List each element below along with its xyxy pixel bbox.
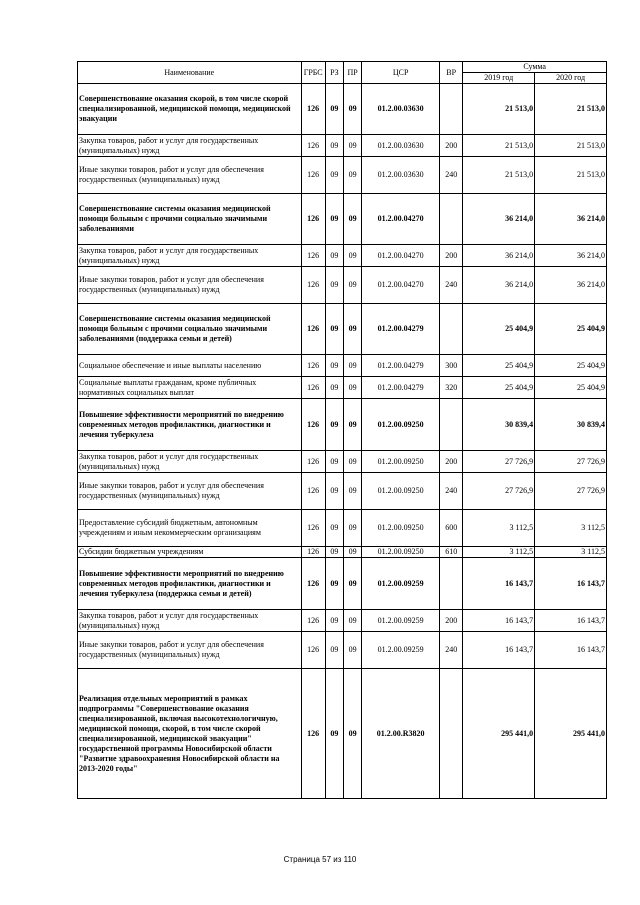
row-sum-2020: 25 404,9 bbox=[535, 377, 607, 399]
header-2020: 2020 год bbox=[535, 73, 607, 84]
row-name: Закупка товаров, работ и услуг для государственных (муниципальных) нужд bbox=[78, 245, 302, 267]
row-name: Социальное обеспечение и иные выплаты населению bbox=[78, 355, 302, 377]
row-sum-2019: 30 839,4 bbox=[463, 399, 535, 451]
row-rz: 09 bbox=[325, 157, 343, 194]
row-grbs: 126 bbox=[301, 473, 325, 510]
row-grbs: 126 bbox=[301, 610, 325, 632]
row-sum-2020: 3 112,5 bbox=[535, 510, 607, 547]
row-sum-2020: 30 839,4 bbox=[535, 399, 607, 451]
row-pr: 09 bbox=[344, 547, 362, 558]
row-name: Предоставление субсидий бюджетным, автономным учреждениям и иным некоммерческим организациям bbox=[78, 510, 302, 547]
row-sum-2020: 16 143,7 bbox=[535, 558, 607, 610]
row-vr: 240 bbox=[440, 157, 463, 194]
header-name: Наименование bbox=[78, 62, 302, 84]
row-csr: 01.2.00.03630 bbox=[362, 135, 440, 157]
row-pr: 09 bbox=[344, 355, 362, 377]
table-row bbox=[78, 547, 607, 558]
row-csr: 01.2.00.04270 bbox=[362, 194, 440, 245]
row-pr: 09 bbox=[344, 399, 362, 451]
row-rz: 09 bbox=[325, 135, 343, 157]
row-grbs: 126 bbox=[301, 355, 325, 377]
row-sum-2020: 36 214,0 bbox=[535, 267, 607, 304]
row-vr: 610 bbox=[440, 547, 463, 558]
row-pr: 09 bbox=[344, 245, 362, 267]
row-pr: 09 bbox=[344, 267, 362, 304]
row-sum-2019: 21 513,0 bbox=[463, 157, 535, 194]
row-sum-2020: 36 214,0 bbox=[535, 194, 607, 245]
row-sum-2019: 16 143,7 bbox=[463, 558, 535, 610]
row-vr: 300 bbox=[440, 355, 463, 377]
row-grbs: 126 bbox=[301, 135, 325, 157]
row-sum-2019: 36 214,0 bbox=[463, 267, 535, 304]
row-sum-2020: 36 214,0 bbox=[535, 245, 607, 267]
table-row bbox=[78, 632, 607, 669]
row-vr: 200 bbox=[440, 610, 463, 632]
table-row bbox=[78, 84, 607, 135]
row-csr: 01.2.00.04270 bbox=[362, 267, 440, 304]
table-row bbox=[78, 194, 607, 245]
row-sum-2019: 16 143,7 bbox=[463, 610, 535, 632]
row-grbs: 126 bbox=[301, 245, 325, 267]
header-pr: ПР bbox=[344, 62, 362, 84]
header-csr: ЦСР bbox=[362, 62, 440, 84]
header-2019: 2019 год bbox=[463, 73, 535, 84]
row-grbs: 126 bbox=[301, 632, 325, 669]
row-name: Закупка товаров, работ и услуг для государственных (муниципальных) нужд bbox=[78, 135, 302, 157]
row-name: Совершенствование системы оказания медицинской помощи больным с прочими социально значимыми заболеваниями (поддержка семьи и детей) bbox=[78, 304, 302, 355]
row-sum-2019: 25 404,9 bbox=[463, 377, 535, 399]
row-sum-2019: 21 513,0 bbox=[463, 84, 535, 135]
row-rz: 09 bbox=[325, 355, 343, 377]
row-vr: 600 bbox=[440, 510, 463, 547]
row-pr: 09 bbox=[344, 377, 362, 399]
table-header bbox=[78, 62, 607, 84]
row-csr: 01.2.00.04270 bbox=[362, 245, 440, 267]
row-grbs: 126 bbox=[301, 669, 325, 799]
row-rz: 09 bbox=[325, 377, 343, 399]
table-row bbox=[78, 473, 607, 510]
row-pr: 09 bbox=[344, 669, 362, 799]
row-vr bbox=[440, 399, 463, 451]
row-name: Социальные выплаты гражданам, кроме публичных нормативных социальных выплат bbox=[78, 377, 302, 399]
table-row bbox=[78, 399, 607, 451]
row-sum-2019: 36 214,0 bbox=[463, 245, 535, 267]
table-row bbox=[78, 610, 607, 632]
table-row bbox=[78, 669, 607, 799]
header-grbs: ГРБС bbox=[301, 62, 325, 84]
row-rz: 09 bbox=[325, 558, 343, 610]
row-name: Повышение эффективности мероприятий по внедрению современных методов профилактики, диагностики и лечения туберкулеза bbox=[78, 399, 302, 451]
row-csr: 01.2.00.09250 bbox=[362, 451, 440, 473]
row-sum-2020: 27 726,9 bbox=[535, 451, 607, 473]
row-sum-2019: 3 112,5 bbox=[463, 547, 535, 558]
row-name: Повышение эффективности мероприятий по внедрению современных методов профилактики, диагностики и лечения туберкулеза (поддержка семьи и детей) bbox=[78, 558, 302, 610]
row-sum-2020: 3 112,5 bbox=[535, 547, 607, 558]
row-sum-2019: 27 726,9 bbox=[463, 473, 535, 510]
row-vr: 240 bbox=[440, 267, 463, 304]
row-csr: 01.2.00.03630 bbox=[362, 84, 440, 135]
row-vr: 200 bbox=[440, 135, 463, 157]
row-grbs: 126 bbox=[301, 304, 325, 355]
table-row bbox=[78, 245, 607, 267]
row-grbs: 126 bbox=[301, 84, 325, 135]
row-sum-2020: 295 441,0 bbox=[535, 669, 607, 799]
row-pr: 09 bbox=[344, 84, 362, 135]
row-sum-2020: 21 513,0 bbox=[535, 157, 607, 194]
row-pr: 09 bbox=[344, 135, 362, 157]
row-name: Реализация отдельных мероприятий в рамках подпрограммы "Совершенствование оказания специализированной, включая высокотехнологичную, медицинской помощи, скорой, в том числе скорой специализированной, медицинской эвакуации" государственной программы Новосибирской области "Развитие здравоохранения Новосибирской области на 2013-2020 годы" bbox=[78, 669, 302, 799]
row-rz: 09 bbox=[325, 399, 343, 451]
row-name: Иные закупки товаров, работ и услуг для обеспечения государственных (муниципальных) нужд bbox=[78, 473, 302, 510]
row-grbs: 126 bbox=[301, 194, 325, 245]
row-rz: 09 bbox=[325, 510, 343, 547]
row-csr: 01.2.00.04279 bbox=[362, 377, 440, 399]
row-name: Закупка товаров, работ и услуг для государственных (муниципальных) нужд bbox=[78, 610, 302, 632]
row-csr: 01.2.00.04279 bbox=[362, 355, 440, 377]
row-csr: 01.2.00.09250 bbox=[362, 399, 440, 451]
row-vr bbox=[440, 558, 463, 610]
row-sum-2019: 3 112,5 bbox=[463, 510, 535, 547]
row-rz: 09 bbox=[325, 473, 343, 510]
row-csr: 01.2.00.09259 bbox=[362, 558, 440, 610]
row-name: Совершенствование оказания скорой, в том числе скорой специализированной, медицинской помощи, медицинской эвакуации bbox=[78, 84, 302, 135]
table-row bbox=[78, 157, 607, 194]
row-pr: 09 bbox=[344, 632, 362, 669]
row-sum-2020: 21 513,0 bbox=[535, 84, 607, 135]
row-sum-2020: 25 404,9 bbox=[535, 304, 607, 355]
row-sum-2020: 16 143,7 bbox=[535, 610, 607, 632]
row-sum-2019: 21 513,0 bbox=[463, 135, 535, 157]
table-row bbox=[78, 451, 607, 473]
row-rz: 09 bbox=[325, 632, 343, 669]
page-footer: Страница 57 из 110 bbox=[283, 855, 357, 864]
row-rz: 09 bbox=[325, 451, 343, 473]
row-name: Иные закупки товаров, работ и услуг для обеспечения государственных (муниципальных) нужд bbox=[78, 632, 302, 669]
row-grbs: 126 bbox=[301, 510, 325, 547]
header-sum: Сумма bbox=[463, 62, 607, 73]
row-vr bbox=[440, 669, 463, 799]
table-row bbox=[78, 267, 607, 304]
row-vr bbox=[440, 84, 463, 135]
row-grbs: 126 bbox=[301, 377, 325, 399]
row-grbs: 126 bbox=[301, 558, 325, 610]
row-sum-2019: 25 404,9 bbox=[463, 304, 535, 355]
row-pr: 09 bbox=[344, 473, 362, 510]
row-vr: 240 bbox=[440, 632, 463, 669]
row-vr bbox=[440, 304, 463, 355]
row-csr: 01.2.00.09250 bbox=[362, 510, 440, 547]
row-grbs: 126 bbox=[301, 399, 325, 451]
row-csr: 01.2.00.09259 bbox=[362, 632, 440, 669]
row-rz: 09 bbox=[325, 84, 343, 135]
row-sum-2019: 295 441,0 bbox=[463, 669, 535, 799]
row-grbs: 126 bbox=[301, 157, 325, 194]
row-name: Иные закупки товаров, работ и услуг для обеспечения государственных (муниципальных) нужд bbox=[78, 267, 302, 304]
row-sum-2019: 27 726,9 bbox=[463, 451, 535, 473]
row-csr: 01.2.00.R3820 bbox=[362, 669, 440, 799]
row-pr: 09 bbox=[344, 304, 362, 355]
row-vr bbox=[440, 194, 463, 245]
row-rz: 09 bbox=[325, 245, 343, 267]
row-rz: 09 bbox=[325, 610, 343, 632]
header-vr: ВР bbox=[440, 62, 463, 84]
row-grbs: 126 bbox=[301, 547, 325, 558]
row-pr: 09 bbox=[344, 510, 362, 547]
table-row bbox=[78, 355, 607, 377]
row-grbs: 126 bbox=[301, 267, 325, 304]
row-vr: 240 bbox=[440, 473, 463, 510]
row-pr: 09 bbox=[344, 558, 362, 610]
row-rz: 09 bbox=[325, 547, 343, 558]
row-sum-2020: 16 143,7 bbox=[535, 632, 607, 669]
row-pr: 09 bbox=[344, 451, 362, 473]
row-csr: 01.2.00.09250 bbox=[362, 547, 440, 558]
row-csr: 01.2.00.09250 bbox=[362, 473, 440, 510]
table-row bbox=[78, 304, 607, 355]
row-sum-2019: 36 214,0 bbox=[463, 194, 535, 245]
row-pr: 09 bbox=[344, 610, 362, 632]
row-csr: 01.2.00.04279 bbox=[362, 304, 440, 355]
table-row bbox=[78, 135, 607, 157]
row-rz: 09 bbox=[325, 304, 343, 355]
row-vr: 320 bbox=[440, 377, 463, 399]
table-row bbox=[78, 510, 607, 547]
header-rz: РЗ bbox=[325, 62, 343, 84]
row-pr: 09 bbox=[344, 194, 362, 245]
row-sum-2019: 25 404,9 bbox=[463, 355, 535, 377]
row-name: Иные закупки товаров, работ и услуг для обеспечения государственных (муниципальных) нужд bbox=[78, 157, 302, 194]
table-row bbox=[78, 558, 607, 610]
row-vr: 200 bbox=[440, 451, 463, 473]
row-sum-2020: 21 513,0 bbox=[535, 135, 607, 157]
row-name: Совершенствование системы оказания медицинской помощи больным с прочими социально значимыми заболеваниями bbox=[78, 194, 302, 245]
row-csr: 01.2.00.09259 bbox=[362, 610, 440, 632]
table-row bbox=[78, 377, 607, 399]
row-rz: 09 bbox=[325, 669, 343, 799]
row-sum-2020: 27 726,9 bbox=[535, 473, 607, 510]
row-sum-2019: 16 143,7 bbox=[463, 632, 535, 669]
row-rz: 09 bbox=[325, 194, 343, 245]
row-grbs: 126 bbox=[301, 451, 325, 473]
row-csr: 01.2.00.03630 bbox=[362, 157, 440, 194]
row-name: Закупка товаров, работ и услуг для государственных (муниципальных) нужд bbox=[78, 451, 302, 473]
row-vr: 200 bbox=[440, 245, 463, 267]
row-name: Субсидии бюджетным учреждениям bbox=[78, 547, 302, 558]
row-pr: 09 bbox=[344, 157, 362, 194]
row-sum-2020: 25 404,9 bbox=[535, 355, 607, 377]
budget-table bbox=[77, 61, 607, 799]
row-rz: 09 bbox=[325, 267, 343, 304]
table-body bbox=[78, 84, 607, 799]
